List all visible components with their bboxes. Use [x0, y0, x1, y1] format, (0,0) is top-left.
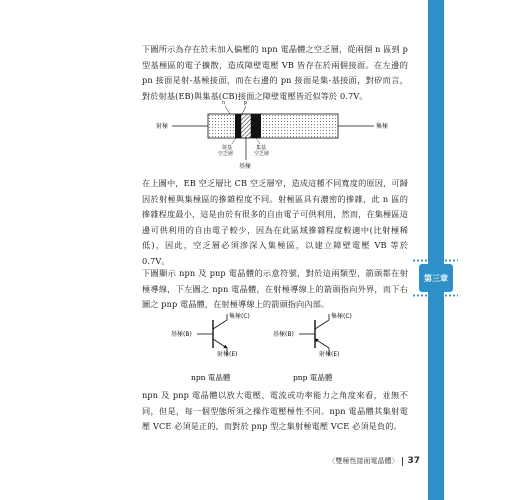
dotted-rule-bottom [412, 294, 458, 297]
pnp-caption: pnp 電晶體 [293, 373, 333, 382]
transistor-symbols-figure [165, 312, 395, 390]
label-cb-depletion-1: 集基 [256, 145, 267, 151]
page-footer [300, 456, 420, 466]
chapter-tab[interactable] [419, 264, 453, 292]
page-number: 37 [407, 456, 420, 466]
depletion-layer-figure [142, 96, 408, 174]
base-region [241, 114, 251, 138]
paragraph-polarity: npn 及 pnp 電晶體以放大電壓、電流或功率能力之角度來看，並無不同，但是，每一個型態所須之操作電壓極性不同。npn 電晶體其集射電壓 VCE 必須是正的，而對於 pnp 型之集射極電壓 VCE 必須是負的。 [142, 390, 408, 432]
pnp-symbol [273, 312, 352, 382]
pnp-base-label: 基極(B) [273, 331, 294, 338]
paragraph-symbols: 下圖顯示 npn 及 pnp 電晶體的示意符號，對於這兩類型，箭頭都在射極導線，下左圖之 npn 電晶體，在射極導線上的箭頭指向外界，而下右圖之 pnp 電晶體，在射極導線上的箭頭指向內部。 [142, 268, 408, 310]
label-n: n [222, 100, 226, 106]
label-eb-depletion-1: 射基 [222, 145, 233, 151]
dotted-rule-top [412, 259, 458, 262]
npn-symbol [171, 312, 250, 382]
label-emitter: 射極 [156, 123, 169, 130]
label-collector: 集極 [376, 123, 389, 130]
paragraph-intro: 下圖所示為存在於未加入偏壓的 npn 電晶體之空乏層，從兩個 n 區到 p 型基極區的電子擴散，造成障壁電壓 VB 皆存在於兩個接面。在左邊的 pn 接面是射-基極接面，而在右邊的 pn 接面是集-基接面，對矽而言，對於射基(EB)與集基(CB)接面之障壁電壓皆近似等於 0.7V。 [142, 44, 408, 101]
label-eb-depletion-2: 空乏層 [218, 151, 234, 157]
pnp-collector-label: 集極(C) [331, 313, 352, 320]
chapter-sidebar-strip [428, 0, 444, 500]
paragraph-depletion: 在上圖中，EB 空乏層比 CB 空乏層窄，造成這種不同寬度的原因，可歸因於射極與集極區的摻雜程度不同。射極區具有濃密的摻雜，此 n 區的摻雜程度最小，這是由於有很多的自由電子可供利用，然而，在集極區這邊可供利用的自由電子較少，因為在此區域摻雜程度較適中(比射極稀低)，因此，空乏層必須滲深入集極區，以建立障壁電壓 VB 等於 0.7V。 [142, 178, 408, 266]
npn-collector-label: 集極(C) [229, 313, 250, 320]
chapter-tab-label: 第三章 [424, 273, 448, 283]
label-base: 基極 [239, 163, 252, 170]
npn-emitter-label: 射極(E) [217, 351, 238, 358]
pnp-emitter-label: 射極(E) [319, 351, 340, 358]
emitter-depletion-band [235, 114, 241, 138]
label-cb-depletion-2: 空乏層 [254, 151, 270, 157]
footer-divider [402, 457, 403, 466]
npn-base-label: 基極(B) [171, 331, 192, 338]
npn-caption: npn 電晶體 [191, 373, 231, 382]
label-p: p [244, 100, 248, 106]
footer-title: 〈雙極性接面電晶體〉 [328, 457, 399, 465]
collector-depletion-band [251, 114, 261, 138]
